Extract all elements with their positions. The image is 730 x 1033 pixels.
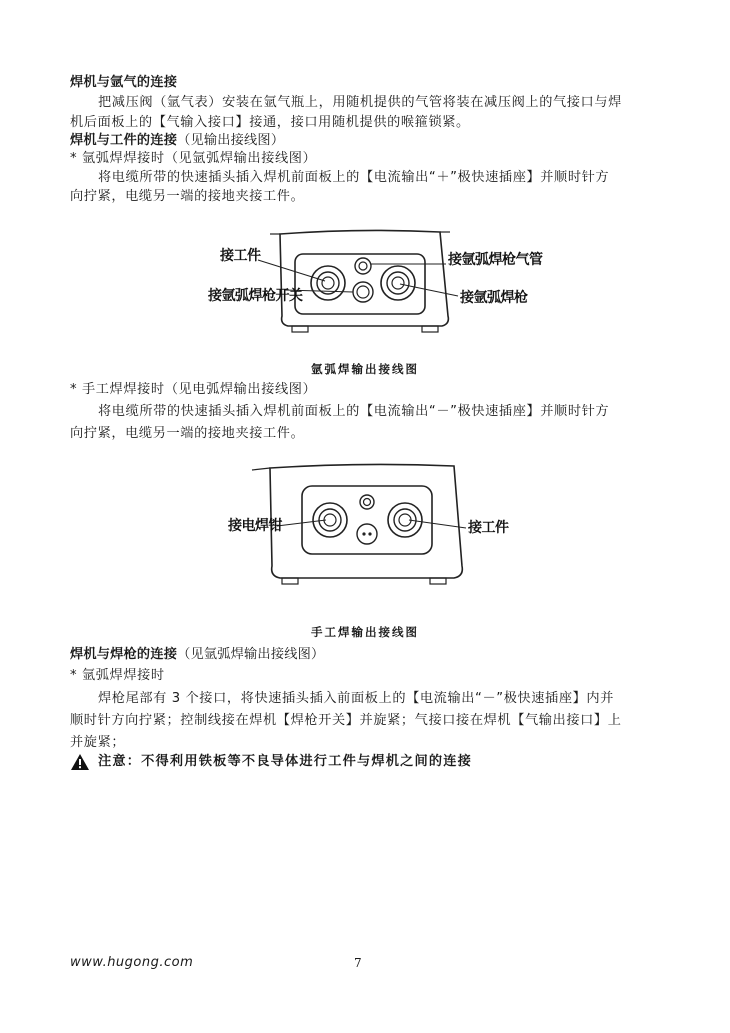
label-gas-hose: 接氩弧焊枪气管 <box>448 252 543 268</box>
machine-front-panel-2 <box>270 464 462 578</box>
section-title-workpiece-text: 焊机与工件的连接 <box>70 133 178 148</box>
section-title-workpiece <box>70 131 670 151</box>
paragraph-argon-line2: 机后面板上的【气输入接口】接通，接口用随机提供的喉箍锁紧。 <box>70 115 470 130</box>
machine-foot-left <box>292 326 308 332</box>
section-title-torch <box>70 645 670 665</box>
warning-text: 注意：不得利用铁板等不良导体进行工件与焊机之间的连接 <box>98 754 473 769</box>
figure2-caption: 手工焊输出接线图 <box>311 625 419 639</box>
gas-outlet-2-icon <box>360 495 374 509</box>
mma-item: * 手工焊焊接时（见电弧焊输出接线图） <box>70 382 317 397</box>
tig-item: * 氩弧焊焊接时（见氩弧焊输出接线图） <box>70 151 317 166</box>
switch-socket-icon <box>353 282 373 302</box>
right-socket-2-icon <box>388 503 422 537</box>
torch-line3: 并旋紧； <box>70 735 126 750</box>
torch-item: * 氩弧焊焊接时 <box>70 668 165 683</box>
label-torch: 接氩弧焊枪 <box>460 290 528 306</box>
right-socket-icon <box>381 266 415 300</box>
left-socket-2-icon <box>313 503 347 537</box>
label-workpiece-2: 接工件 <box>468 520 509 536</box>
footer-website-link[interactable]: www.hugong.com <box>70 955 194 970</box>
section-title-torch-note: （见氩弧焊输出接线图） <box>177 647 325 662</box>
section-title-torch-text: 焊机与焊枪的连接 <box>70 647 178 662</box>
leader-workpiece-2 <box>409 520 466 528</box>
section-title-workpiece-note: （见输出接线图） <box>177 133 285 148</box>
label-electrode-holder: 接电焊钳 <box>228 518 282 534</box>
leader-workpiece <box>258 260 325 281</box>
paragraph-argon-line1: 把减压阀（氩气表）安装在氩气瓶上，用随机提供的气管将装在减压阀上的气接口与焊 <box>98 95 622 110</box>
tig-line2: 向拧紧，电缆另一端的接地夹接工件。 <box>70 189 305 204</box>
machine-foot-left-2 <box>282 578 298 584</box>
mma-wiring-diagram <box>222 458 522 594</box>
warning-triangle-icon <box>70 753 90 771</box>
tig-wiring-diagram <box>200 226 543 338</box>
label-workpiece: 接工件 <box>220 248 261 264</box>
mma-line1: 将电缆所带的快速插头插入焊机前面板上的【电流输出“－”极快速插座】并顺时针方 <box>98 404 610 419</box>
machine-foot-right <box>422 326 438 332</box>
left-socket-icon <box>311 266 345 300</box>
warning-notice <box>70 752 670 774</box>
page-number: 7 <box>354 956 362 970</box>
leader-torch <box>400 284 458 296</box>
gas-outlet-icon <box>355 258 371 274</box>
switch-socket-2-icon <box>357 524 377 544</box>
figure1-caption: 氩弧焊输出接线图 <box>311 362 419 376</box>
mma-line2: 向拧紧，电缆另一端的接地夹接工件。 <box>70 426 305 441</box>
machine-foot-right-2 <box>430 578 446 584</box>
tig-line1: 将电缆所带的快速插头插入焊机前面板上的【电流输出“＋”极快速插座】并顺时针方 <box>98 170 610 185</box>
label-torch-switch: 接氩弧焊枪开关 <box>208 288 303 304</box>
torch-line1: 焊枪尾部有 3 个接口，将快速插头插入前面板上的【电流输出“－”极快速插座】内并 <box>98 691 614 706</box>
torch-line2: 顺时针方向拧紧；控制线接在焊机【焊枪开关】并旋紧；气接口接在焊机【气输出接口】上 <box>70 713 622 728</box>
section-title-argon: 焊机与氩气的连接 <box>70 75 178 90</box>
